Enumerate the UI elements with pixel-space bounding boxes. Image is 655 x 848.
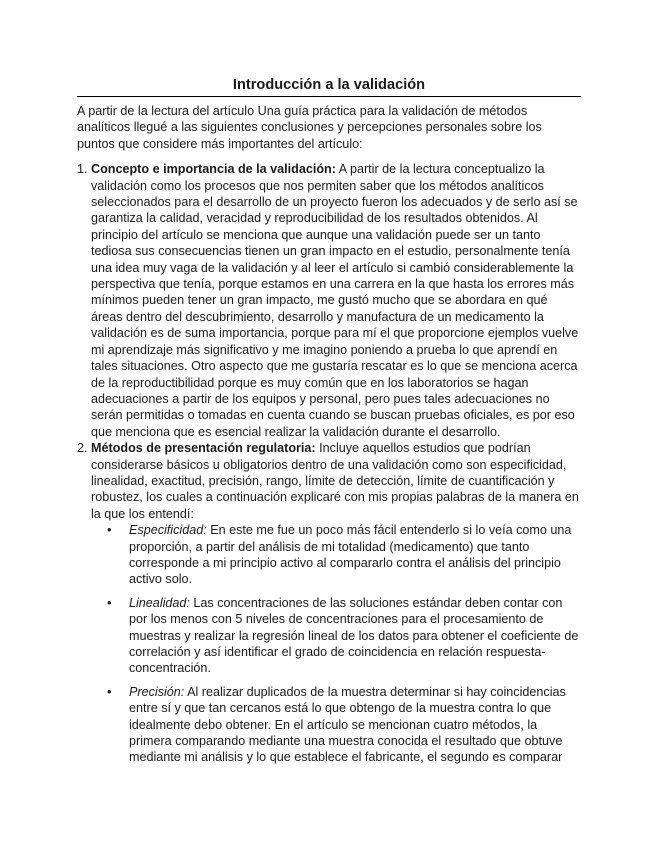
bullet-list (91, 522, 581, 766)
intro-paragraph: A partir de la lectura del artículo Una guía práctica para la validación de métodos analíticos llegué a las siguientes conclusiones y percepciones personales sobre los puntos que considere más importantes del artículo: (77, 104, 542, 151)
document-page (77, 76, 581, 773)
section-title: Concepto e importancia de la validación: (91, 162, 336, 177)
bullet-term: Precisión: (129, 684, 185, 699)
section-item-concepto (77, 161, 581, 440)
section-text: A partir de la lectura conceptualizo la validación como los procesos que nos permiten saber que los métodos analíticos seleccionados para el desarrollo de un proyecto fueron los adecuados y de serlo así se garantiza la calidad, veracidad y reproducibilidad de los resultados obtenidos. Al principio del artículo se menciona que aunque una validación puede ser un tanto tediosa sus consecuencias tienen un gran impacto en el estudio, personalmente tenía una idea muy vaga de la validación y al leer el artículo si cambió considerablemente la perspectiva que tenía, porque estamos en una carrera en la que hasta los errores más mínimos pueden tener un gran impacto, me gustó mucho que se abordara en qué áreas dentro del descubrimiento, desarrollo y manufactura de un medicamento la validación es de suma importancia, porque para mí el que proporcione ejemplos vuelve mi aprendizaje más significativo y me imagino poniendo a prueba lo que aprendí en tales situaciones. Otro aspecto que me gustaría rescatar es lo que se menciona acerca de la reproductibilidad porque es muy común que en los laboratorios se hagan adecuaciones a partir de los equipos y personal, pero pues tales adecuaciones no serán permitidas o tomadas en cuenta cuando se buscan pruebas oficiales, es por eso que menciona que es esencial realizar la validación durante el desarrollo. (91, 162, 579, 439)
bullet-icon: • (107, 594, 112, 610)
bullet-term: Linealidad: (129, 595, 190, 610)
bullet-item-especificidad (107, 522, 581, 588)
document-title: Introducción a la validación (77, 76, 581, 97)
section-number: 2. (77, 441, 88, 456)
bullet-item-linealidad (107, 594, 581, 677)
bullet-text: Las concentraciones de las soluciones estándar deben contar con por los menos con 5 niveles de concentraciones para el procesamiento de muestras y realizar la regresión lineal de los datos para obtener el coeficiente de correlación y así identificar el grado de coincidencia en relación respuesta-concentración. (129, 595, 579, 676)
sections-list (77, 161, 581, 766)
bullet-icon: • (107, 522, 112, 538)
section-number: 1. (77, 162, 88, 177)
section-text: Incluye aquellos estudios que podrían considerarse básicos u obligatorios dentro de una validación como son especificidad, linealidad, exactitud, precisión, rango, límite de detección, límite de cuantificación y robustez, los cuales a continuación explicaré con mis propias palabras de la manera en la que los entendí: (91, 441, 579, 521)
bullet-text: Al realizar duplicados de la muestra determinar si hay coincidencias entre sí y que tan cercanos está lo que obtengo de la muestra contra lo que idealmente debo obtener. En el artículo se mencionan cuatro métodos, la primera comparando mediante una muestra conocida el resultado que obtuve mediante mi análisis y lo que establece el fabricante, el segundo es comparar (129, 684, 566, 765)
bullet-text: En este me fue un poco más fácil entenderlo si lo veía como una proporción, a partir del análisis de mi totalidad (medicamento) que tanto corresponde a mi principio activo al compararlo contra el análisis del principio activo solo. (129, 523, 572, 587)
section-title: Métodos de presentación regulatoria: (91, 441, 316, 456)
section-item-metodos (77, 440, 581, 766)
bullet-icon: • (107, 683, 112, 699)
bullet-term: Especificidad: (129, 523, 207, 538)
bullet-item-precision (107, 683, 581, 766)
